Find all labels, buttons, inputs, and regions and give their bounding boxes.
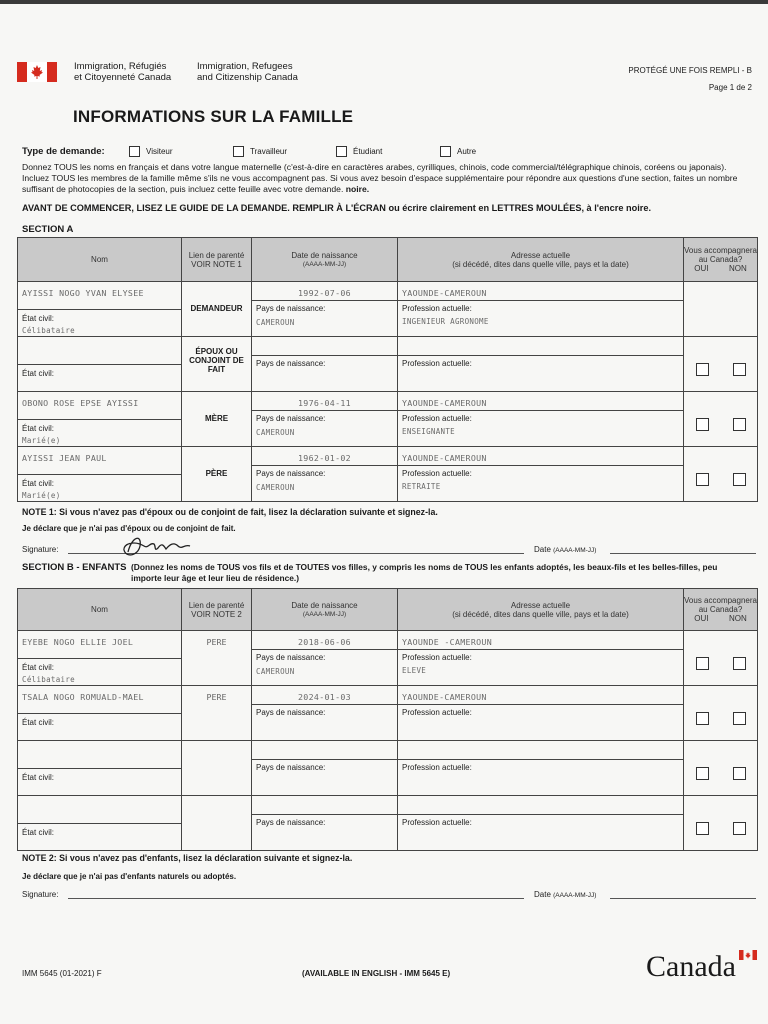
name-cell[interactable]: [18, 447, 182, 502]
other-label: Autre: [457, 147, 477, 156]
occupation-value: ENSEIGNANTE: [402, 427, 455, 436]
birth-country-value: CAMEROUN: [256, 667, 295, 676]
dob-cell[interactable]: [252, 392, 398, 447]
date-a-text: Date: [534, 545, 551, 554]
address-value: YAOUNDE-CAMEROUN: [402, 288, 487, 298]
date-label-a: [534, 545, 596, 554]
accompany-choices: [684, 686, 757, 740]
relationship-value: PERE: [206, 637, 227, 647]
section-b-title: SECTION B - ENFANTS: [22, 562, 127, 573]
occupation-value: INGENIEUR AGRONOME: [402, 317, 489, 326]
accompany-yes-checkbox[interactable]: [696, 712, 709, 725]
occupation-label: Profession actuelle:: [402, 414, 472, 423]
table-row: [18, 796, 758, 851]
address-cell[interactable]: [398, 392, 684, 447]
occupation-label: Profession actuelle:: [402, 763, 472, 772]
occupation-label: Profession actuelle:: [402, 818, 472, 827]
occupation-label: Profession actuelle:: [402, 359, 472, 368]
name-cell[interactable]: [18, 686, 182, 741]
relationship-cell: [182, 392, 252, 447]
name-cell[interactable]: [18, 741, 182, 796]
dob-cell[interactable]: [252, 337, 398, 392]
address-value: YAOUNDE-CAMEROUN: [402, 398, 487, 408]
date-label-b: [534, 890, 596, 899]
dept-en-line2: and Citizenship Canada: [197, 72, 298, 83]
header-accompany: Vous accompagnera au Canada? OUI NON: [684, 238, 758, 282]
occupation-label: Profession actuelle:: [402, 304, 472, 313]
accompany-yes-checkbox[interactable]: [696, 473, 709, 486]
accompany-no-checkbox[interactable]: [733, 657, 746, 670]
header-accompany-b: Vous accompagnera au Canada? OUI NON: [684, 589, 758, 631]
section-a-header-row: [18, 238, 758, 282]
department-name-fr: [74, 61, 171, 83]
student-checkbox[interactable]: [336, 146, 347, 157]
warning-text: AVANT DE COMMENCER, LISEZ LE GUIDE DE LA DEMANDE. REMPLIR À L'ÉCRAN ou écrire clairement en LETTRES MOULÉES, à l'encre noire.: [22, 203, 652, 213]
application-type-label: Type de demande:: [22, 146, 105, 157]
accompany-cell: [684, 796, 758, 851]
accompany-no-checkbox[interactable]: [733, 767, 746, 780]
section-b-table: [17, 588, 758, 851]
table-row: [18, 686, 758, 741]
marital-status-value: Marié(e): [22, 436, 61, 445]
relationship-cell: [182, 631, 252, 686]
signature-label-b: Signature:: [22, 890, 59, 899]
dob-value: 1962-01-02: [298, 453, 351, 463]
dob-cell[interactable]: [252, 447, 398, 502]
relationship-cell: [182, 796, 252, 851]
form-title: INFORMATIONS SUR LA FAMILLE: [73, 107, 354, 126]
address-value: YAOUNDE-CAMEROUN: [402, 453, 487, 463]
header-name: Nom: [18, 238, 182, 282]
date-a-format: (AAAA-MM-JJ): [553, 547, 597, 554]
accompany-yes-checkbox[interactable]: [696, 822, 709, 835]
address-value: YAOUNDE -CAMEROUN: [402, 637, 493, 647]
marital-status-label: État civil:: [22, 424, 55, 433]
marital-status-value: Célibataire: [22, 326, 75, 335]
signature-field-b[interactable]: [68, 898, 524, 899]
relationship-value: MÈRE: [204, 413, 229, 423]
accompany-yes-checkbox[interactable]: [696, 363, 709, 376]
relationship-cell: [182, 686, 252, 741]
note-1: NOTE 1: Si vous n'avez pas d'époux ou de conjoint de fait, lisez la déclaration suivante et signez-la.: [22, 507, 438, 517]
other-checkbox[interactable]: [440, 146, 451, 157]
accompany-cell: [684, 282, 758, 337]
instructions-text: Donnez TOUS les noms en français et dans votre langue maternelle (c'est-à-dire en caractères arabes, cyrilliques, chinois, code commercial/télégraphique chinois, coréens ou japonais). Incluez TOUS les membres de la famille même s'ils ne vous accompagnent pas. Si vous avez besoin d'espace supplémentaire pour répondre aux questions d'une section, faites un nombre suffisant de photocopies de la section, puis incluez cette feuille avec votre demande.: [22, 162, 738, 194]
worker-checkbox[interactable]: [233, 146, 244, 157]
page-number: Page 1 de 2: [708, 83, 752, 92]
date-b-format: (AAAA-MM-JJ): [553, 892, 597, 899]
name-cell[interactable]: [18, 392, 182, 447]
marital-status-label: État civil:: [22, 663, 55, 672]
birth-country-label: Pays de naissance:: [256, 359, 326, 368]
declaration-no-spouse: Je déclare que je n'ai pas d'époux ou de conjoint de fait.: [22, 524, 236, 533]
address-cell[interactable]: [398, 337, 684, 392]
table-row: [18, 282, 758, 337]
date-field-a[interactable]: [610, 553, 756, 554]
relationship-value: [182, 796, 251, 802]
name-value: TSALA NOGO ROMUALD-MAEL: [22, 692, 144, 702]
birth-country-label: Pays de naissance:: [256, 414, 326, 423]
relationship-value: ÉPOUX OU CONJOINT DE FAIT: [189, 346, 244, 374]
accompany-yes-checkbox[interactable]: [696, 767, 709, 780]
name-value: AYISSI NOGO YVAN ELYSEE: [22, 288, 144, 298]
table-row: [18, 337, 758, 392]
marital-status-label: État civil:: [22, 314, 55, 323]
relationship-cell: [182, 741, 252, 796]
relationship-value: PÈRE: [205, 468, 228, 478]
birth-country-label: Pays de naissance:: [256, 469, 326, 478]
name-value: OBONO ROSE EPSE AYISSI: [22, 398, 139, 408]
birth-country-value: CAMEROUN: [256, 318, 295, 327]
wordmark-flag-icon: [739, 950, 757, 960]
signature-label-a: Signature:: [22, 545, 59, 554]
note-2: NOTE 2: Si vous n'avez pas d'enfants, lisez la déclaration suivante et signez-la.: [22, 853, 353, 863]
relationship-cell: [182, 337, 252, 392]
student-label: Étudiant: [353, 147, 383, 156]
header-address-b: Adresse actuelle (si décédé, dites dans quelle ville, pays et la date): [398, 589, 684, 631]
accompany-no-checkbox[interactable]: [733, 363, 746, 376]
dob-cell[interactable]: [252, 282, 398, 337]
marital-status-label: État civil:: [22, 718, 55, 727]
header-address: Adresse actuelle (si décédé, dites dans quelle ville, pays et la date): [398, 238, 684, 282]
dept-fr-line2: et Citoyenneté Canada: [74, 72, 172, 83]
department-name-en: [197, 61, 298, 83]
accompany-choices: [684, 392, 757, 446]
occupation-label: Profession actuelle:: [402, 469, 472, 478]
accompany-cell: [684, 337, 758, 392]
name-cell[interactable]: [18, 282, 182, 337]
accompany-choices: [684, 337, 757, 391]
accompany-choices: [684, 796, 757, 850]
occupation-value: RETRAITE: [402, 482, 441, 491]
form-id: IMM 5645 (01-2021) F: [22, 969, 102, 978]
accompany-no-checkbox[interactable]: [733, 822, 746, 835]
address-cell[interactable]: [398, 282, 684, 337]
accompany-cell: [684, 741, 758, 796]
marital-status-label: État civil:: [22, 773, 55, 782]
relationship-cell: [182, 282, 252, 337]
dob-value: 1992-07-06: [298, 288, 351, 298]
dob-value: 1976-04-11: [298, 398, 351, 408]
occupation-label: Profession actuelle:: [402, 653, 472, 662]
address-cell[interactable]: [398, 447, 684, 502]
date-b-text: Date: [534, 890, 551, 899]
dob-value: 2024-01-03: [298, 692, 351, 702]
dept-en-line1: Immigration, Refugees: [197, 61, 293, 72]
instructions-end: noire.: [345, 184, 370, 194]
birth-country-label: Pays de naissance:: [256, 818, 326, 827]
handwritten-signature: [118, 532, 194, 560]
accompany-no-checkbox[interactable]: [733, 418, 746, 431]
date-field-b[interactable]: [610, 898, 756, 899]
header-name-b: Nom: [18, 589, 182, 631]
relationship-value: PERE: [206, 692, 227, 702]
relationship-cell: [182, 447, 252, 502]
name-value: AYISSI JEAN PAUL: [22, 453, 107, 463]
address-value: YAOUNDE-CAMEROUN: [402, 692, 487, 702]
accompany-yes-checkbox[interactable]: [696, 657, 709, 670]
table-row: [18, 392, 758, 447]
instructions-paragraph: [22, 162, 744, 195]
address-cell[interactable]: [398, 686, 684, 741]
name-cell[interactable]: [18, 796, 182, 851]
accompany-choices: [684, 447, 757, 501]
accompany-cell: [684, 392, 758, 447]
birth-country-label: Pays de naissance:: [256, 653, 326, 662]
visitor-label: Visiteur: [146, 147, 173, 156]
birth-country-label: Pays de naissance:: [256, 708, 326, 717]
section-b-header-row: [18, 589, 758, 631]
address-cell[interactable]: [398, 741, 684, 796]
dob-cell[interactable]: [252, 686, 398, 741]
marital-status-label: État civil:: [22, 479, 55, 488]
table-row: [18, 631, 758, 686]
scan-edge: [0, 0, 768, 4]
birth-country-label: Pays de naissance:: [256, 304, 326, 313]
accompany-cell: [684, 631, 758, 686]
canada-flag-icon: [17, 62, 57, 82]
dob-cell[interactable]: [252, 796, 398, 851]
dob-value: 2018-06-06: [298, 637, 351, 647]
accompany-no-checkbox[interactable]: [733, 473, 746, 486]
name-cell[interactable]: [18, 337, 182, 392]
occupation-value: ELEVE: [402, 666, 427, 675]
worker-label: Travailleur: [250, 147, 288, 156]
section-a-table: [17, 237, 758, 502]
birth-country-value: CAMEROUN: [256, 428, 295, 437]
occupation-label: Profession actuelle:: [402, 708, 472, 717]
birth-country-value: CAMEROUN: [256, 483, 295, 492]
dept-fr-line1: Immigration, Réfugiés: [74, 61, 167, 72]
visitor-checkbox[interactable]: [129, 146, 140, 157]
accompany-choices: [684, 631, 757, 685]
section-a-title: SECTION A: [22, 224, 74, 235]
accompany-cell: [684, 447, 758, 502]
accompany-no-checkbox[interactable]: [733, 712, 746, 725]
dob-cell[interactable]: [252, 631, 398, 686]
header-dob-b: Date de naissance (AAAA-MM-JJ): [252, 589, 398, 631]
address-cell[interactable]: [398, 796, 684, 851]
header-dob: Date de naissance (AAAA-MM-JJ): [252, 238, 398, 282]
accompany-cell: [684, 686, 758, 741]
name-cell[interactable]: [18, 631, 182, 686]
canada-wordmark-text: Canada: [646, 950, 736, 983]
relationship-value: DEMANDEUR: [190, 303, 243, 313]
dob-cell[interactable]: [252, 741, 398, 796]
declaration-no-children: Je déclare que je n'ai pas d'enfants naturels ou adoptés.: [22, 872, 237, 881]
marital-status-label: État civil:: [22, 828, 55, 837]
english-version-note: (AVAILABLE IN ENGLISH - IMM 5645 E): [302, 969, 451, 978]
marital-status-value: Célibataire: [22, 675, 75, 684]
marital-status-label: État civil:: [22, 369, 55, 378]
table-row: [18, 741, 758, 796]
header-relationship: Lien de parenté VOIR NOTE 1: [182, 238, 252, 282]
birth-country-label: Pays de naissance:: [256, 763, 326, 772]
accompany-choices: [684, 741, 757, 795]
address-cell[interactable]: [398, 631, 684, 686]
table-row: [18, 447, 758, 502]
protected-label: PROTÉGÉ UNE FOIS REMPLI - B: [628, 66, 752, 75]
relationship-value: [182, 741, 251, 747]
canada-wordmark: [646, 950, 736, 984]
header-relationship-b: Lien de parenté VOIR NOTE 2: [182, 589, 252, 631]
name-value: EYEBE NOGO ELLIE JOEL: [22, 637, 134, 647]
accompany-yes-checkbox[interactable]: [696, 418, 709, 431]
marital-status-value: Marié(e): [22, 491, 61, 500]
section-b-instruction: (Donnez les noms de TOUS vos fils et de TOUTES vos filles, y compris les noms de TOUS les enfants adoptés, les beaux-fils et les belles-filles, peu importe leur âge et leur lieu de résidence.): [131, 562, 718, 583]
